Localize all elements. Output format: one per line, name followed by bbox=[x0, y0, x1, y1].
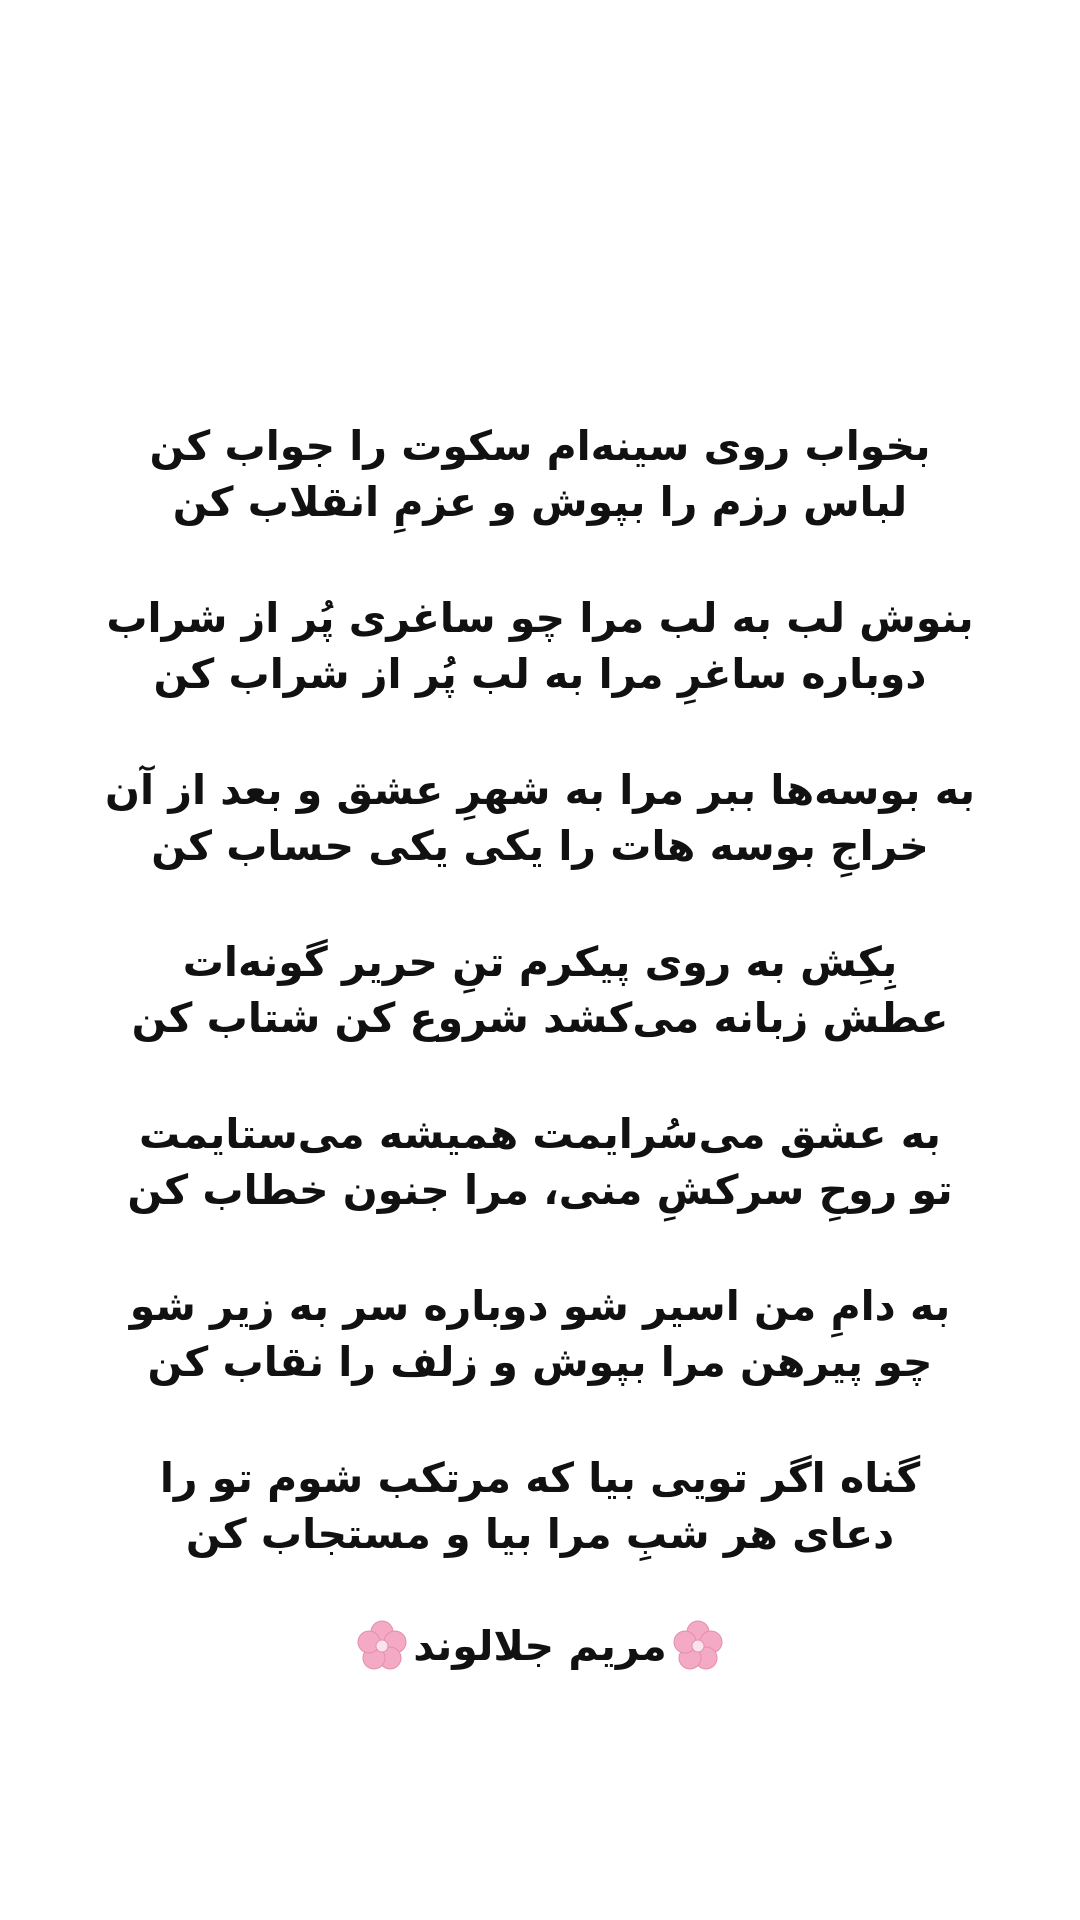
cherry-blossom-icon bbox=[671, 1619, 725, 1673]
poem-line: دوباره ساغرِ مرا به لب پُر از شراب کن bbox=[153, 650, 927, 698]
poem-line: به بوسه‌ها ببر مرا به شهرِ عشق و بعد از آن bbox=[105, 766, 975, 814]
poem bbox=[0, 418, 1080, 1674]
poem-line: لباس رزم را بپوش و عزمِ انقلاب کن bbox=[172, 478, 908, 526]
poem-line: به عشق می‌سُرایمت همیشه می‌ستایمت bbox=[139, 1110, 941, 1158]
stanza-7 bbox=[0, 1450, 1080, 1562]
poem-line: به دامِ من اسیر شو دوباره سر به زیر شو bbox=[129, 1282, 951, 1330]
poem-line: خراجِ بوسه هات را یکی یکی حساب کن bbox=[151, 822, 929, 870]
poem-line: بنوش لب به لب مرا چو ساغری پُر از شراب bbox=[106, 594, 974, 642]
poem-line: چو پیرهن مرا بپوش و زلف را نقاب کن bbox=[147, 1338, 933, 1386]
stanza-2 bbox=[0, 590, 1080, 702]
stanza-4 bbox=[0, 934, 1080, 1046]
poem-line: گناه اگر تویی بیا که مرتکب شوم تو را bbox=[159, 1454, 921, 1502]
poem-line: تو روحِ سرکشِ منی، مرا جنون خطاب کن bbox=[127, 1166, 953, 1214]
poem-line: بِکِش به روی پیکرم تنِ حریر گونه‌ات bbox=[182, 938, 898, 986]
stanza-5 bbox=[0, 1106, 1080, 1218]
cherry-blossom-icon bbox=[355, 1619, 409, 1673]
poet-signature bbox=[0, 1618, 1080, 1674]
stanza-1 bbox=[0, 418, 1080, 530]
poem-line: دعای هر شبِ مرا بیا و مستجاب کن bbox=[185, 1510, 895, 1558]
poet-name: مریم جلالوند bbox=[413, 1622, 667, 1670]
poem-line: بخواب روی سینه‌ام سکوت را جواب کن bbox=[149, 422, 931, 470]
poem-line: عطش زبانه می‌کشد شروع کن شتاب کن bbox=[131, 994, 949, 1042]
stanza-3 bbox=[0, 762, 1080, 874]
stanza-6 bbox=[0, 1278, 1080, 1390]
